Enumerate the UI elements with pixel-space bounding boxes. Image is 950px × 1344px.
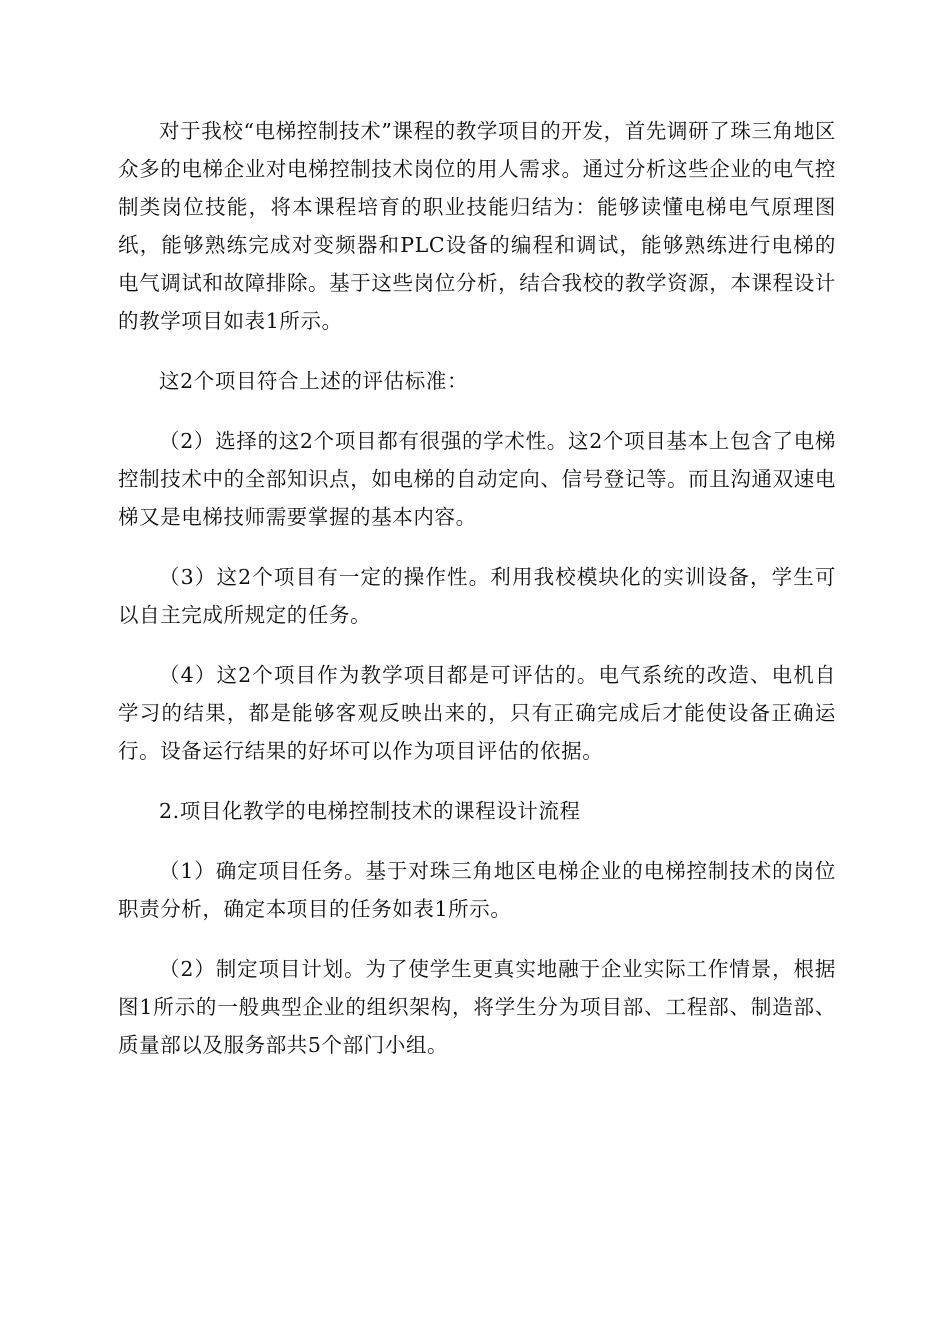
paragraph-evaluation-intro: 这2个项目符合上述的评估标准：	[159, 369, 469, 393]
paragraph-criterion-academic: （2）选择的这2个项目都有很强的学术性。这2个项目基本上包含了电梯控制技术中的全部知识点，如电梯的自动定向、信号登记等。而且沟通双速电梯又是电梯技师需要掌握的基本内容。	[118, 429, 836, 529]
paragraph-criterion-operability: （3）这2个项目有一定的操作性。利用我校模块化的实训设备，学生可以自主完成所规定的任务。	[118, 565, 836, 627]
paragraph-step-plan: （2）制定项目计划。为了使学生更真实地融于企业实际工作情景，根据图1所示的一般典型企业的组织架构，将学生分为项目部、工程部、制造部、质量部以及服务部共5个部门小组。	[118, 957, 836, 1057]
document-body	[118, 112, 836, 1086]
section-heading-design-flow: 2.项目化教学的电梯控制技术的课程设计流程	[159, 799, 581, 823]
paragraph-criterion-evaluable: （4）这2个项目作为教学项目都是可评估的。电气系统的改造、电机自学习的结果，都是能够客观反映出来的，只有正确完成后才能使设备正确运行。设备运行结果的好坏可以作为项目评估的依据。	[118, 663, 836, 763]
paragraph-step-tasks: （1）确定项目任务。基于对珠三角地区电梯企业的电梯控制技术的岗位职责分析，确定本项目的任务如表1所示。	[118, 859, 836, 921]
paragraph-project-development: 对于我校“电梯控制技术”课程的教学项目的开发，首先调研了珠三角地区众多的电梯企业对电梯控制技术岗位的用人需求。通过分析这些企业的电气控制类岗位技能，将本课程培育的职业技能归结为：能够读懂电梯电气原理图纸，能够熟练完成对变频器和PLC设备的编程和调试，能够熟练进行电梯的电气调试和故障排除。基于这些岗位分析，结合我校的教学资源，本课程设计的教学项目如表1所示。	[118, 119, 836, 333]
